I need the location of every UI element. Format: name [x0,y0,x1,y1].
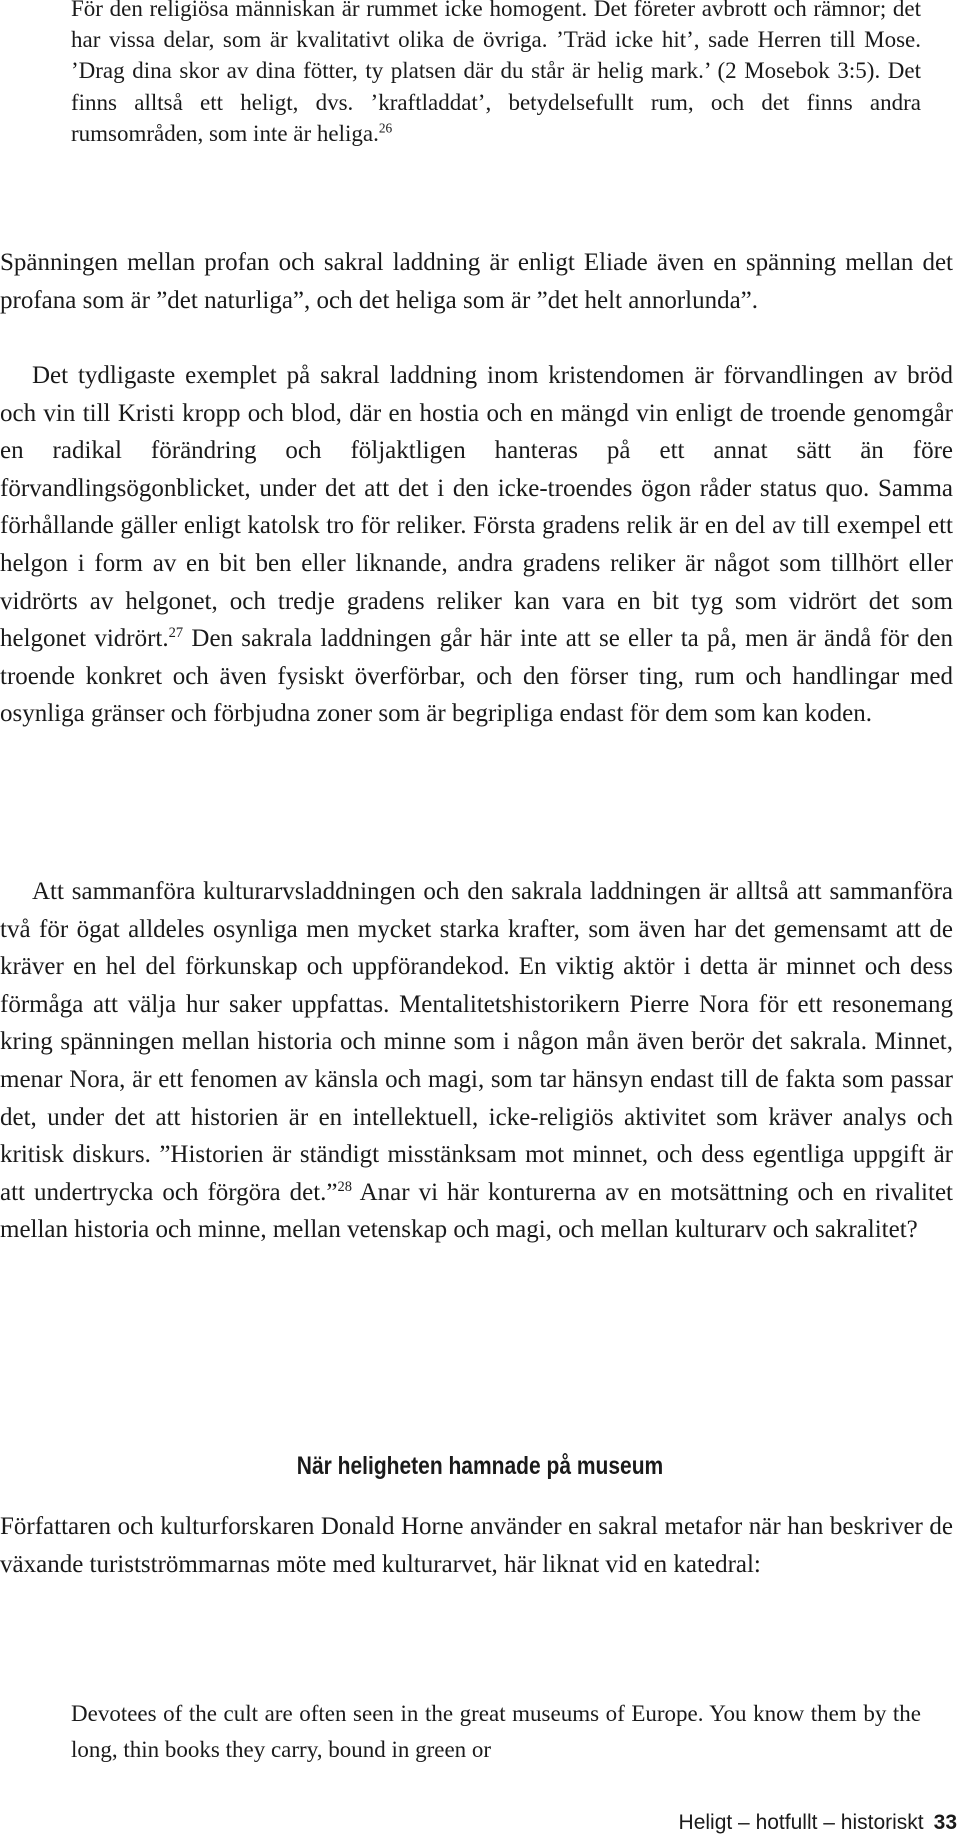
page-footer [679,1811,957,1835]
footnote-marker-28[interactable]: 28 [337,1178,352,1195]
footnote-marker-26[interactable]: 26 [378,120,393,136]
paragraph-sacral-charge [0,357,953,733]
block-quote-eliade [71,0,921,149]
paragraph-text: Det tydligaste exemplet på sakral laddning inom kristendomen är förvandlingen av bröd och vin till Kristi kropp och blod, där en hostia och en mängd vin enligt de troende genomgår en radikal förändring och följaktligen hanteras på ett annat sätt än före förvandlingsögonblicket, under det att det i den icke-troendes ögon råder status quo. Samma förhållande gäller enligt katolsk tro för reliker. Första gradens relik är en del av till exempel ett helgon i form av en bit ben eller liknande, andra gradens reliker är något som tillhört eller vidrörts av helgonet, och tredje gradens reliker kan vara en bit tyg som vidrört det som helgonet vidrört. [0,362,953,653]
paragraph-eliade-tension: Spänningen mellan profan och sakral laddning är enligt Eliade även en spänning mellan det profana som är ”det naturliga”, och det heliga som är ”det helt annorlunda”. [0,249,953,314]
paragraph-text: Att sammanföra kulturarvsladdningen och den sakrala laddningen är alltså att sammanföra två för ögat alldeles osynliga men mycket starka krafter, som även har det gemensamt att de kräver en hel del förkunskap och uppförandekod. En viktig aktör i detta är minnet och dess förmåga att välja hur saker uppfattas. Mentalitetshistorikern Pierre Nora för ett resonemang kring spänningen mellan historia och minne som i någon mån även berör det sakrala. Minnet, menar Nora, är ett fenomen av känsla och magi, som tar hänsyn endast till de fakta som passar det, under det att historien är en intellektuell, icke-religiös aktivitet som kräver analys och kritisk diskurs. ”Historien är ständigt misstänksam mot minnet, och dess egentliga uppgift är att undertrycka och förgöra det.” [0,878,953,1206]
footnote-marker-27[interactable]: 27 [168,625,184,642]
block-quote-horne: Devotees of the cult are often seen in the great museums of Europe. You know them by the long, thin books they carry, bound in green or [71,1701,921,1762]
section-heading: När heligheten hamnade på museum [296,1452,664,1480]
paragraph-heritage-and-memory [0,873,953,1249]
page-number: 33 [933,1811,957,1834]
paragraph-text-continued: Anar vi här konturerna av en motsättning och en rivalitet mellan historia och minne, mellan vetenskap och magi, och mellan kulturarv och sakralitet? [0,1178,953,1244]
paragraph-text-continued: Den sakrala laddningen går här inte att se eller ta på, men är ändå för den troende konkret och även fysiskt överförbar, och den förser ting, rum och handlingar med osynliga gränser och förbjudna zoner som är begripliga endast för dem som kan koden. [0,625,953,728]
paragraph-horne: Författaren och kulturforskaren Donald Horne använder en sakral metafor när han beskriver de växande turistströmmarnas möte med kulturarvet, här liknat vid en katedral: [0,1513,953,1578]
quote-text: För den religiösa människan är rummet icke homogent. Det företer avbrott och rämnor; det har vissa delar, som är kvalitativt olika de övriga. ’Träd icke hit’, sade Herren till Mose. ’Drag dina skor av dina fötter, ty platsen där du står är helig mark.’ (2 Mosebok 3:5). Det finns alltså ett heligt, dvs. ’kraftladdat’, betydelsefullt rum, och det finns andra rumsområden, som inte är heliga. [71,0,921,146]
running-title: Heligt – hotfullt – historiskt [678,1811,924,1834]
